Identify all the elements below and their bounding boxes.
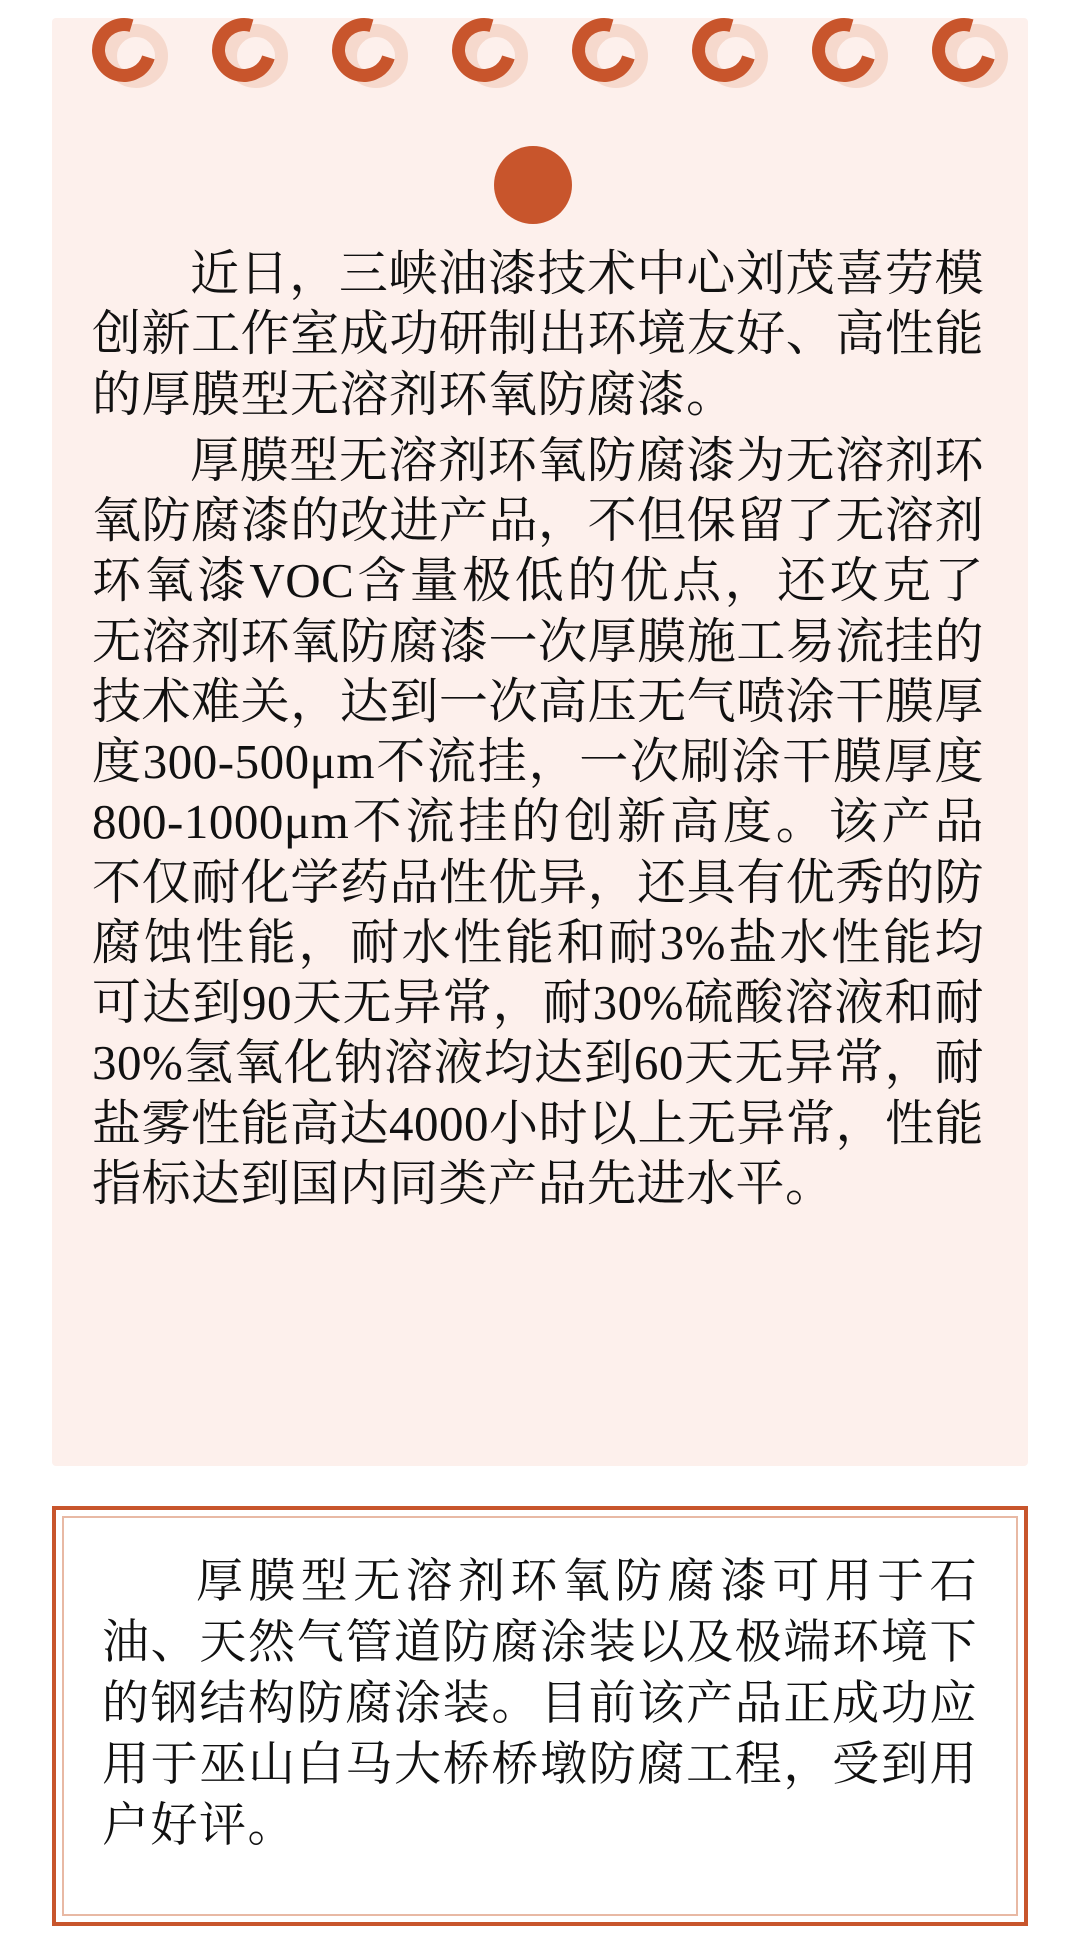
spiral-ring-icon — [686, 14, 770, 100]
spiral-binding — [52, 14, 1028, 106]
spiral-ring-icon — [326, 14, 410, 100]
spiral-ring-icon — [566, 14, 650, 100]
highlight-box-inner — [62, 1516, 1018, 1916]
spiral-ring-icon — [806, 14, 890, 100]
notepad-body — [92, 244, 984, 1220]
spiral-ring-icon — [926, 14, 1010, 100]
spiral-ring-icon — [446, 14, 530, 100]
spiral-ring-icon — [86, 14, 170, 100]
paragraph: 厚膜型无溶剂环氧防腐漆为无溶剂环氧防腐漆的改进产品，不但保留了无溶剂环氧漆VOC含量极低的优点，还攻克了无溶剂环氧防腐漆一次厚膜施工易流挂的技术难关，达到一次高压无气喷涂干膜厚度300-500μm不流挂，一次刷涂干膜厚度800-1000μm不流挂的创新高度。该产品不仅耐化学药品性优异，还具有优秀的防腐蚀性能，耐水性能和耐3%盐水性能均可达到90天无异常，耐30%硫酸溶液和耐30%氢氧化钠溶液均达到60天无异常，耐盐雾性能高达4000小时以上无异常，性能指标达到国内同类产品先进水平。 — [92, 432, 985, 1211]
paragraph: 厚膜型无溶剂环氧防腐漆可用于石油、天然气管道防腐涂装以及极端环境下的钢结构防腐涂装。目前该产品正成功应用于巫山白马大桥桥墩防腐工程，受到用户好评。 — [102, 1556, 978, 1853]
highlight-box — [52, 1506, 1028, 1926]
paragraph: 近日，三峡油漆技术中心刘茂喜劳模创新工作室成功研制出环境友好、高性能的厚膜型无溶剂环氧防腐漆。 — [92, 246, 984, 422]
spiral-ring-icon — [206, 14, 290, 100]
decorative-circle-icon — [494, 146, 572, 224]
